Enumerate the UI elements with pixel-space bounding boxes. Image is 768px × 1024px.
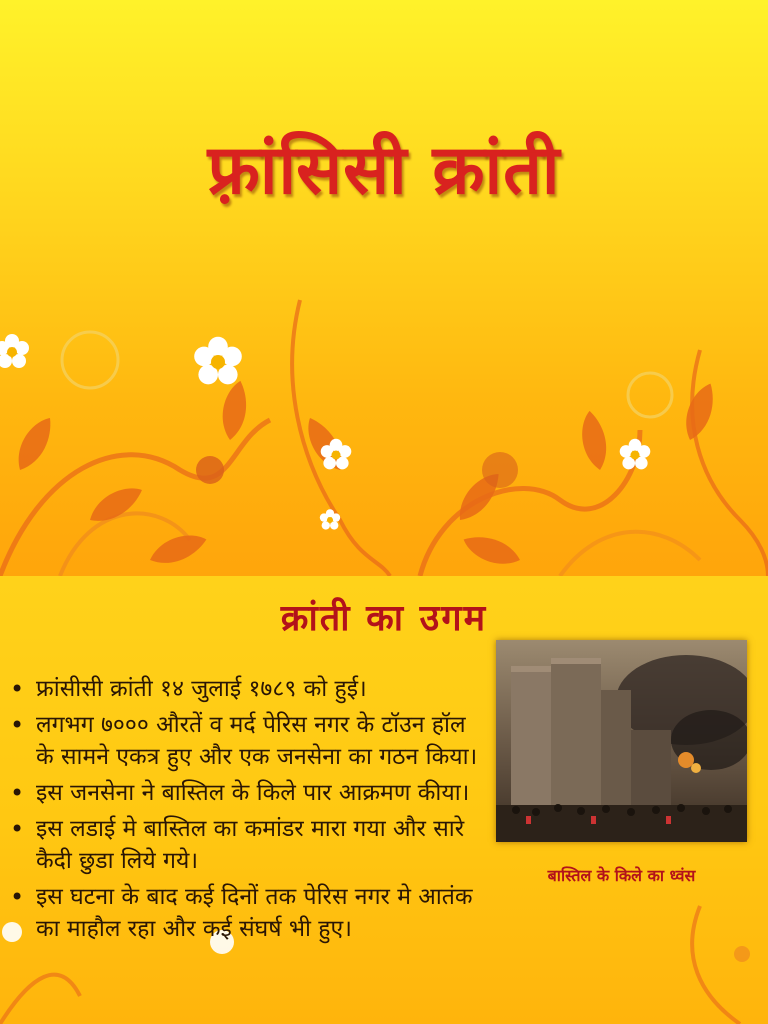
bastille-painting	[496, 640, 747, 842]
list-item: • इस घटना के बाद कई दिनों तक पेरिस नगर मे आतंक का माहौल रहा और कई संघर्ष भी हुए।	[10, 881, 485, 945]
image-caption: बास्तिल के किले का ध्वंस	[547, 866, 696, 885]
content-slide	[0, 576, 768, 1024]
list-item: • लगभग ७००० औरतें व मर्द पेरिस नगर के टॉउन हॉल के सामने एकत्र हुए और एक जनसेना का गठन किया।	[10, 709, 485, 773]
list-item: • इस जनसेना ने बास्तिल के किले पार आक्रमण कीया।	[10, 777, 485, 809]
slide-title: फ़्रांसिसी क्रांती	[207, 130, 561, 210]
slide-heading: क्रांती का उगम	[280, 597, 488, 639]
bullet-list	[10, 673, 485, 949]
list-item: • फ्रांसीसी क्रांती १४ जुलाई १७८९ को हुई।	[10, 673, 485, 705]
list-item: • इस लडाई मे बास्तिल का कमांडर मारा गया और सारे कैदी छुडा लिये गये।	[10, 813, 485, 877]
